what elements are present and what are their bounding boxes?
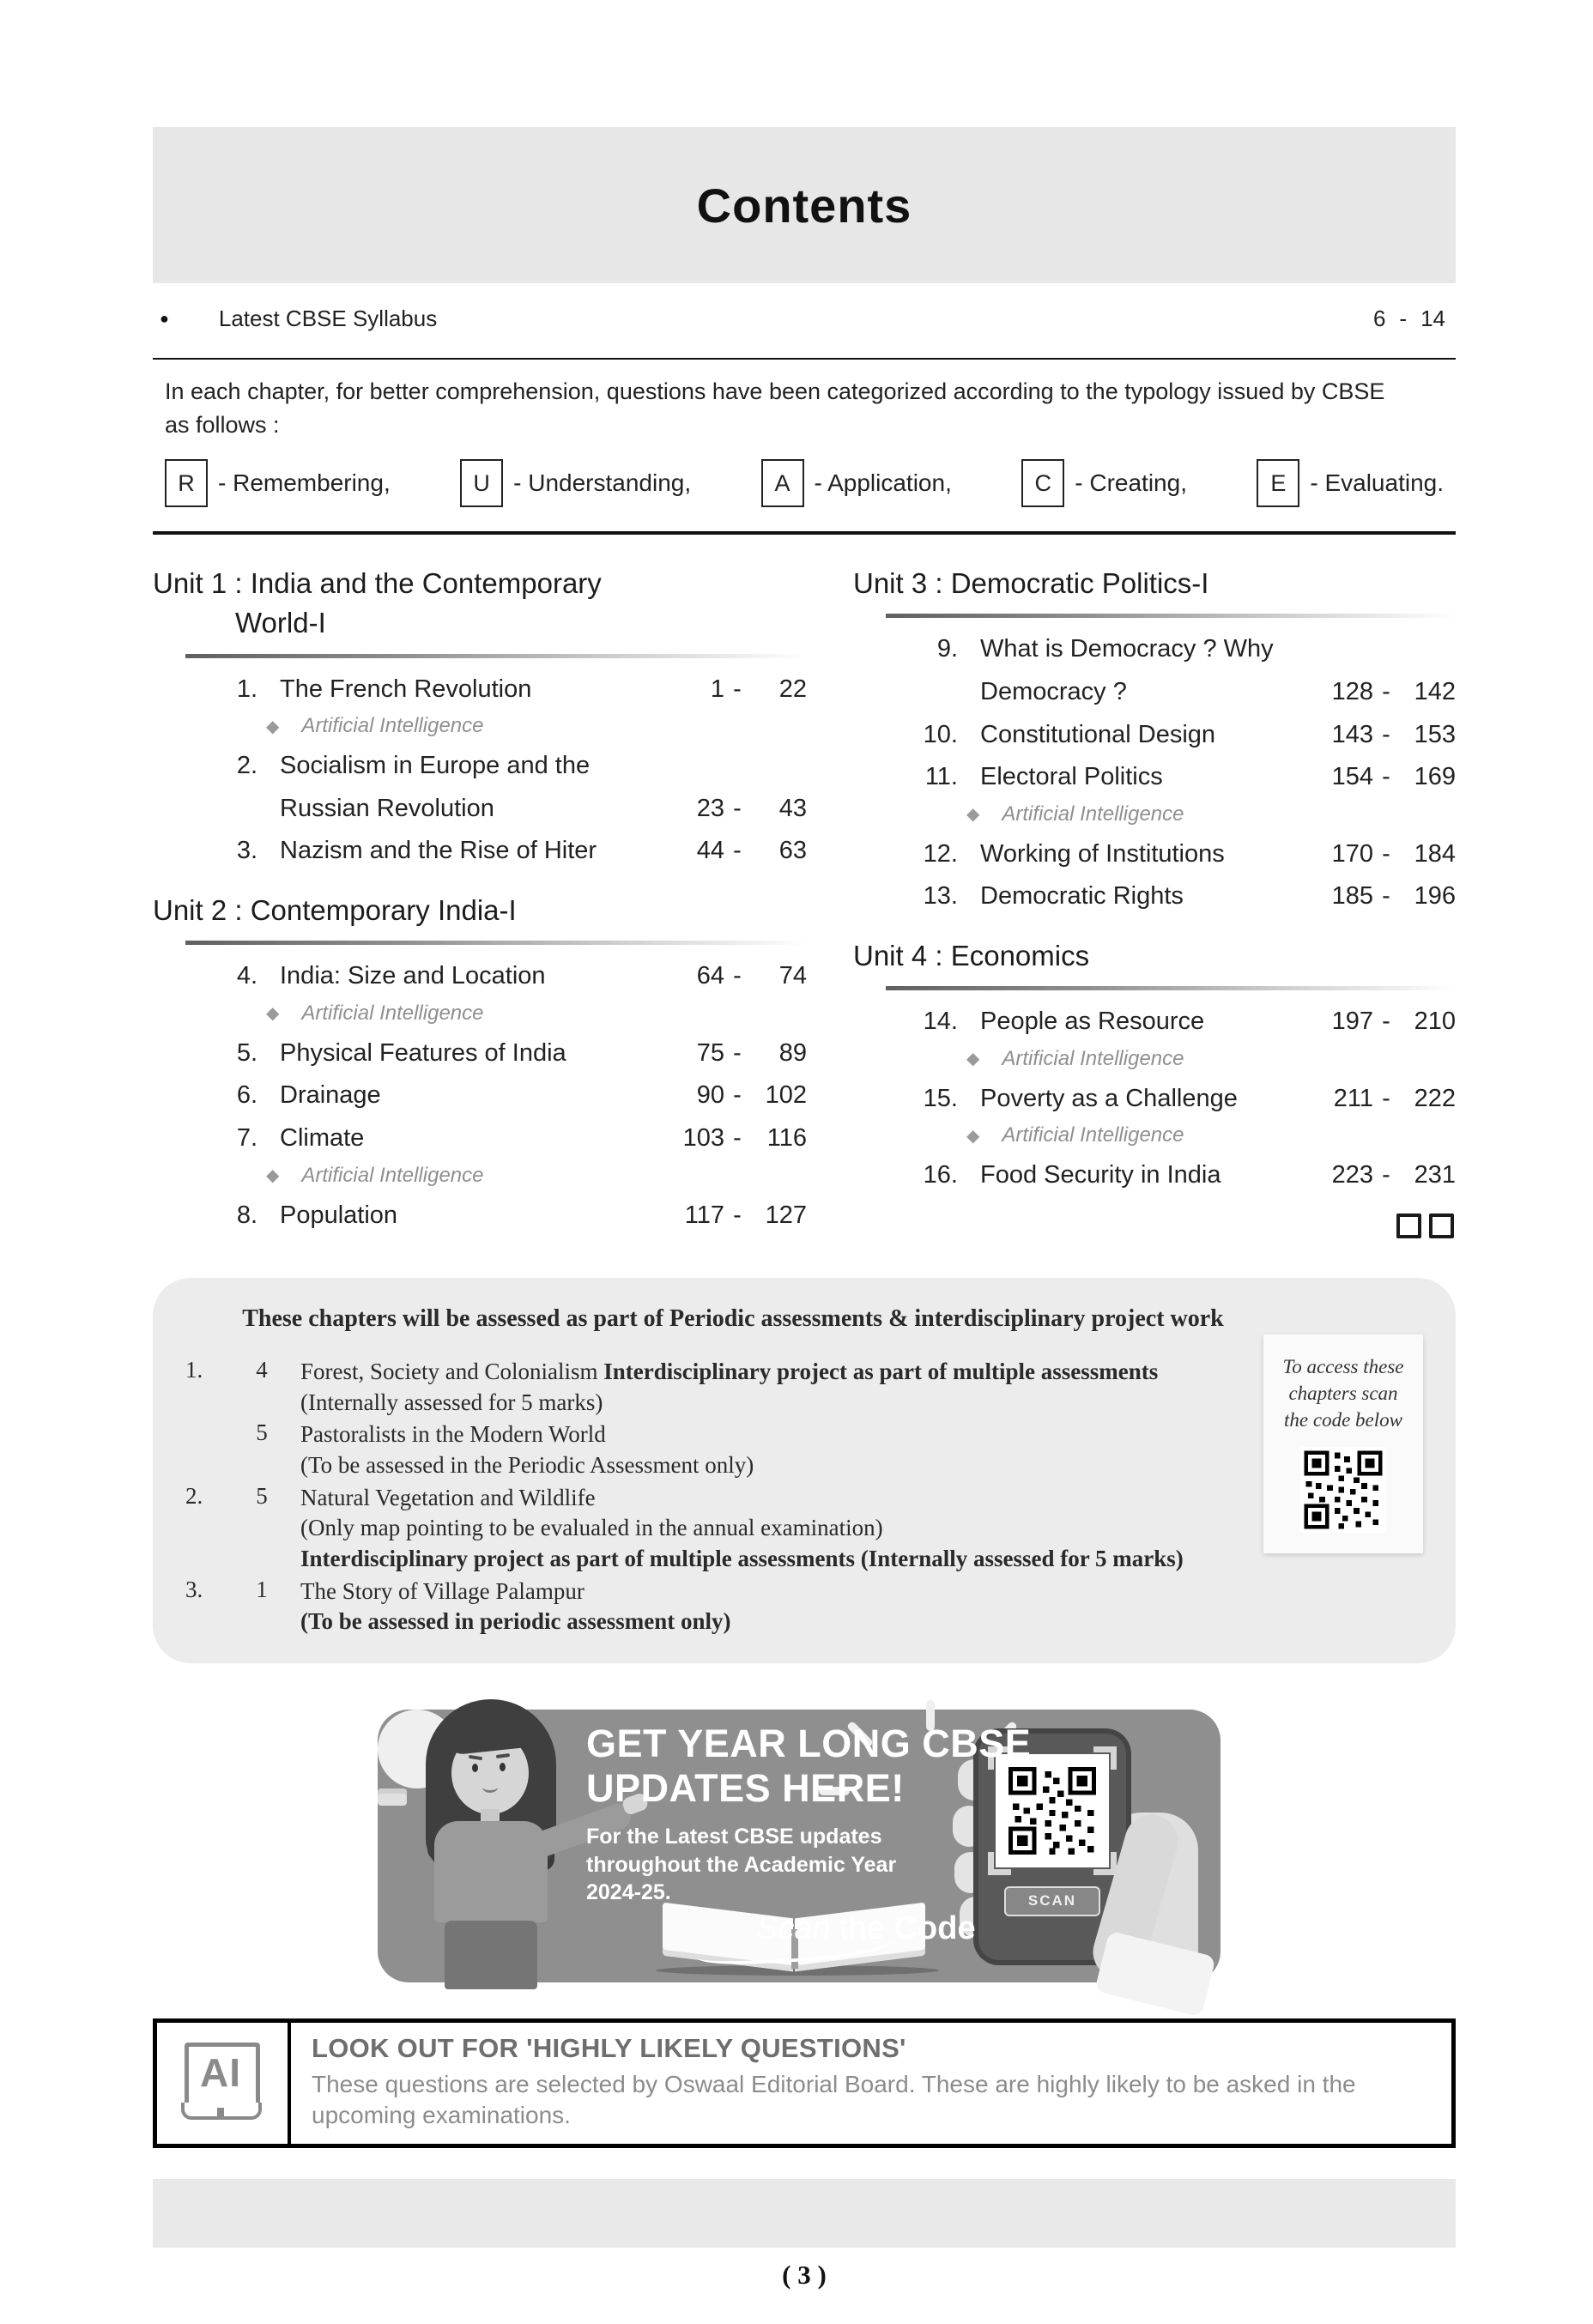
chapter-number: 9. — [936, 635, 958, 663]
ai-tag-row — [266, 1002, 807, 1026]
chapter-pages — [668, 672, 807, 707]
page-dash: - — [1382, 678, 1390, 706]
page-dash: - — [733, 1201, 742, 1229]
chapter-title: Working of Institutions — [980, 839, 1225, 868]
chapter-number-empty — [903, 675, 958, 710]
ai-tag-row — [266, 1164, 807, 1188]
page-start: 128 — [1331, 678, 1373, 706]
chapter-title-line2: Russian Revolution — [280, 794, 494, 822]
typology-code-box: E — [1257, 459, 1299, 507]
row-chapter-number: 5 — [256, 1419, 268, 1446]
chapter-pages — [668, 1036, 807, 1071]
chapter-pages — [668, 833, 807, 868]
page-end: 116 — [766, 1124, 807, 1152]
page-end: 169 — [1414, 763, 1456, 791]
ai-tag-row — [266, 714, 807, 738]
chapter-title: Climate — [280, 1124, 365, 1152]
ai-label: Artificial Intelligence — [301, 1001, 484, 1025]
ai-diamond-icon: ◆ — [966, 1050, 980, 1069]
toc-row-ch16 — [853, 1158, 1456, 1193]
page-end: 196 — [1414, 882, 1456, 911]
chapter-title: People as Resource — [980, 1008, 1205, 1036]
typology-item-remembering — [165, 459, 391, 507]
chapter-title: Electoral Politics — [980, 763, 1163, 791]
page-dash: - — [733, 675, 742, 703]
row-line-normal: (Internally assessed for 5 marks) — [300, 1389, 603, 1415]
code-word: Code — [893, 1909, 976, 1946]
ai-box-body: These questions are selected by Oswaal Editorial Board. These are highly likely to be asked in the upcoming examinations. — [312, 2070, 1356, 2129]
page-start: 23 — [696, 794, 724, 822]
scan-word: Scan — [756, 1909, 831, 1946]
toc-row-ch3 — [153, 833, 807, 868]
toc-row-ch14 — [853, 1004, 1456, 1039]
toc-row-ch7 — [153, 1121, 807, 1156]
row-line-normal: Pastoralists in the Modern World — [300, 1421, 606, 1448]
chapter-number: 14. — [923, 1008, 958, 1036]
qr-card-line1: To access these — [1282, 1356, 1404, 1378]
chapter-pages — [668, 1078, 807, 1113]
page-end: 102 — [765, 1081, 807, 1110]
table-of-contents — [153, 564, 1456, 1240]
row-line-normal: Forest, Society and Colonialism — [300, 1359, 604, 1385]
unit-underline — [886, 614, 1456, 618]
ai-tag-row — [966, 1123, 1456, 1147]
unit2-heading: Unit 2 : Contemporary India-I — [153, 894, 517, 927]
typology-label: - Remembering, — [218, 469, 391, 497]
periodic-assessment-box — [153, 1278, 1456, 1663]
banner-heading-line2: UPDATES HERE! — [586, 1766, 905, 1810]
assessment-row — [179, 1419, 1234, 1480]
chapter-title: Poverty as a Challenge — [980, 1084, 1238, 1112]
chapter-number: 15. — [923, 1084, 958, 1112]
page-end: 127 — [765, 1201, 807, 1229]
page-dash: - — [1382, 1008, 1390, 1036]
row-serial: 1. — [185, 1357, 203, 1383]
page-end: 210 — [1414, 1008, 1456, 1036]
page-start: 154 — [1331, 763, 1373, 791]
banner-subtext — [586, 1823, 1031, 1907]
page-end: 63 — [778, 837, 807, 865]
typology-code-box: U — [460, 459, 503, 507]
toc-row-ch5 — [153, 1036, 807, 1071]
chapter-title: Drainage — [280, 1081, 381, 1110]
page-end: 184 — [1414, 839, 1456, 868]
chapter-number: 3. — [236, 837, 257, 865]
row-line-normal: (To be assessed in the Periodic Assessment only) — [300, 1452, 754, 1479]
ai-diamond-icon: ◆ — [266, 1004, 280, 1024]
toc-left-column — [153, 564, 807, 1240]
chapter-pages — [1317, 1158, 1456, 1193]
typology-legend — [165, 459, 1449, 507]
ai-diamond-icon: ◆ — [966, 805, 980, 825]
qr-bracket-icon — [1093, 1746, 1117, 1770]
toc-row-ch6 — [153, 1078, 807, 1113]
page-start: 44 — [696, 837, 724, 865]
contents-page — [0, 127, 1593, 2324]
chapter-pages — [1317, 1004, 1456, 1039]
chapter-title: Democratic Rights — [980, 882, 1184, 911]
unit3-heading: Unit 3 : Democratic Politics-I — [853, 567, 1209, 600]
chapter-title: Physical Features of India — [280, 1038, 566, 1067]
row-serial: 3. — [185, 1576, 203, 1602]
banner-sub-line3: 2024-25. — [586, 1880, 671, 1905]
page-dash: - — [1382, 882, 1390, 911]
girl-eye — [472, 1764, 478, 1772]
page-start: 75 — [696, 1038, 724, 1067]
ai-diamond-icon: ◆ — [266, 1166, 280, 1186]
ai-book-icon — [181, 2039, 263, 2127]
toc-row-ch10 — [853, 717, 1456, 753]
row-chapter-number: 5 — [256, 1482, 268, 1509]
page-dash: - — [1382, 720, 1390, 748]
qr-code-icon — [1272, 1447, 1414, 1533]
page-dash: - — [733, 794, 742, 822]
chapter-title: Nazism and the Rise of Hiter — [280, 837, 597, 865]
page-start: 223 — [1331, 1161, 1373, 1189]
page-start: 90 — [696, 1081, 724, 1110]
syllabus-pages — [1373, 306, 1445, 332]
ai-label: Artificial Intelligence — [1002, 1123, 1184, 1147]
toc-row-ch1 — [153, 672, 807, 707]
banner-heading-line1: GET YEAR LONG CBSE — [586, 1721, 1032, 1765]
syllabus-page-end: 14 — [1420, 306, 1445, 331]
cbse-updates-banner — [153, 1692, 1456, 1989]
chapter-pages — [668, 1121, 807, 1156]
unit-underline — [185, 654, 807, 658]
chapter-number: 7. — [236, 1124, 257, 1152]
girl-smile — [482, 1782, 498, 1793]
typology-label: - Creating, — [1075, 469, 1187, 497]
section-end-marks — [853, 1213, 1456, 1238]
chapter-number: 4. — [236, 962, 257, 990]
typology-item-application — [761, 459, 952, 507]
page-start: 185 — [1331, 882, 1373, 911]
ai-label: Artificial Intelligence — [1002, 802, 1184, 826]
page-start: 117 — [684, 1201, 724, 1229]
chapter-pages — [1317, 879, 1456, 914]
chapter-title: Socialism in Europe and the — [280, 752, 591, 780]
the-word: the — [830, 1909, 894, 1946]
unit-underline — [185, 941, 807, 945]
typology-code-box: A — [761, 459, 804, 507]
row-line-bold: Interdisciplinary project as part of multiple assessments — [603, 1359, 1159, 1385]
page-start: 197 — [1331, 1008, 1373, 1036]
scan-button-graphic: SCAN — [1004, 1886, 1100, 1916]
ai-text-cell — [291, 2023, 1451, 2144]
ai-label: Artificial Intelligence — [301, 1163, 484, 1187]
assessment-row — [179, 1357, 1234, 1418]
syllabus-page-start: 6 — [1372, 306, 1386, 331]
ai-icon-cell — [157, 2023, 291, 2144]
row-serial: 2. — [185, 1482, 203, 1509]
row-line-normal: The Story of Village Palampur — [300, 1577, 585, 1604]
toc-row-ch15 — [853, 1081, 1456, 1117]
chapter-number-empty — [203, 791, 257, 826]
unit-underline — [886, 986, 1456, 990]
typology-item-understanding — [460, 459, 691, 507]
toc-row-ch13 — [853, 879, 1456, 914]
ai-book-spine — [217, 2108, 224, 2118]
chapter-title: Constitutional Design — [980, 720, 1216, 748]
page-dash: - — [1382, 1084, 1390, 1112]
page-end: 231 — [1414, 1161, 1456, 1189]
ai-tag-row — [966, 802, 1456, 826]
qr-bracket-icon — [1093, 1852, 1117, 1875]
toc-row-ch9-line2 — [853, 675, 1456, 710]
chapter-pages — [668, 959, 807, 994]
page-end: 22 — [778, 675, 807, 703]
qr-access-card — [1263, 1334, 1423, 1553]
ai-diamond-icon: ◆ — [266, 717, 280, 736]
chapter-pages — [1317, 675, 1456, 710]
bullet-icon: ● — [160, 310, 169, 327]
row-chapter-number: 1 — [256, 1576, 268, 1602]
ai-label: Artificial Intelligence — [301, 714, 484, 738]
typology-intro-line2: as follows : — [165, 412, 280, 439]
chapter-pages — [1317, 1081, 1456, 1117]
ai-box-heading: LOOK OUT FOR 'HIGHLY LIKELY QUESTIONS' — [312, 2032, 906, 2063]
chapter-title: Food Security in India — [980, 1161, 1221, 1189]
toc-right-column — [853, 564, 1456, 1240]
assessment-title: These chapters will be assessed as part of Periodic assessments & interdisciplinary project work — [242, 1305, 1224, 1333]
banner-sub-line1: For the Latest CBSE updates — [586, 1825, 882, 1849]
page-start: 170 — [1331, 839, 1373, 868]
typology-intro-line1: In each chapter, for better comprehension, questions have been categorized according to the typology issued by CBSE — [165, 378, 1385, 404]
page-title: Contents — [696, 178, 912, 233]
footer-strip — [153, 2179, 1456, 2248]
typology-label: - Understanding, — [513, 469, 692, 497]
typology-note — [153, 358, 1456, 535]
page-dash: - — [733, 1081, 742, 1110]
typology-item-evaluating — [1257, 459, 1444, 507]
page-start: 64 — [696, 962, 724, 990]
chapter-number: 10. — [923, 720, 958, 748]
qr-card-text — [1272, 1353, 1414, 1433]
chapter-number: 2. — [236, 752, 257, 780]
typology-item-creating — [1021, 459, 1187, 507]
page-dash: - — [733, 1124, 742, 1152]
page-end: 43 — [778, 794, 807, 822]
qr-card-line2: chapters scan — [1288, 1383, 1398, 1405]
page-dash: - — [1382, 763, 1390, 791]
chapter-number: 5. — [236, 1038, 257, 1067]
page-dash: - — [1382, 1161, 1390, 1189]
ai-diamond-icon: ◆ — [966, 1126, 980, 1146]
typology-intro — [165, 375, 1449, 442]
page-header — [153, 127, 1456, 283]
chapter-title: The French Revolution — [280, 675, 532, 703]
toc-row-ch11 — [853, 760, 1456, 795]
page-end: 89 — [778, 1038, 807, 1067]
page-dash: - — [733, 962, 742, 990]
chapter-pages — [668, 791, 807, 826]
chapter-pages — [1317, 760, 1456, 795]
ai-tag-row — [966, 1047, 1456, 1071]
page-start: 211 — [1333, 1084, 1373, 1112]
toc-row-ch4 — [153, 959, 807, 994]
chapter-title: What is Democracy ? Why — [980, 635, 1274, 663]
chapter-pages — [1317, 837, 1456, 872]
chapter-pages — [668, 1198, 807, 1233]
assessment-rows — [179, 1357, 1234, 1637]
page-number: ( 3 ) — [782, 2259, 827, 2290]
toc-row-ch8 — [153, 1198, 807, 1233]
chapter-number: 1. — [236, 675, 257, 703]
typology-code-box: R — [165, 459, 208, 507]
row-chapter-number: 4 — [256, 1357, 268, 1383]
syllabus-row — [153, 306, 1456, 332]
page-start: 103 — [682, 1124, 724, 1152]
assessment-row — [179, 1577, 1234, 1637]
row-text — [300, 1483, 1234, 1575]
unit1-heading-line2: World-I — [235, 607, 326, 639]
page-end: 142 — [1414, 678, 1456, 706]
chapter-pages — [1317, 717, 1456, 753]
ai-label: Artificial Intelligence — [1002, 1046, 1184, 1070]
page-start: 1 — [710, 675, 724, 703]
page-dash: - — [733, 1038, 742, 1067]
page-end: 153 — [1414, 720, 1456, 748]
page-start: 143 — [1331, 720, 1373, 748]
square-icon — [1396, 1213, 1421, 1238]
unit4-heading: Unit 4 : Economics — [853, 940, 1090, 972]
typology-label: - Evaluating. — [1310, 469, 1444, 497]
chapter-title: India: Size and Location — [280, 962, 546, 990]
row-line-bold: Interdisciplinary project as part of multiple assessments (Internally assessed for 5 marks) — [300, 1545, 1184, 1571]
chapter-title-line2: Democracy ? — [980, 678, 1127, 706]
page-end: 222 — [1414, 1084, 1456, 1112]
highly-likely-questions-box — [153, 2018, 1456, 2148]
square-icon — [1429, 1213, 1454, 1238]
row-text — [300, 1577, 1234, 1637]
typology-code-box: C — [1021, 459, 1064, 507]
chapter-number: 11. — [924, 763, 958, 791]
chapter-number: 12. — [923, 839, 958, 868]
toc-row-ch2-line1 — [153, 748, 807, 784]
syllabus-page-dash: - — [1399, 306, 1408, 331]
row-text — [300, 1357, 1234, 1418]
page-end: 74 — [778, 962, 807, 990]
typology-label: - Application, — [814, 469, 952, 497]
page-dash: - — [733, 837, 742, 865]
toc-row-ch9-line1 — [853, 632, 1456, 667]
chapter-number: 8. — [236, 1201, 257, 1229]
row-line-normal: Natural Vegetation and Wildlife — [300, 1484, 596, 1510]
girl-pants — [445, 1921, 537, 1989]
banner-sub-line2: throughout the Academic Year — [586, 1852, 897, 1877]
assessment-row — [179, 1483, 1234, 1575]
girl-eye — [500, 1763, 506, 1771]
row-line-normal: (Only map pointing to be evalualed in the annual examination) — [300, 1515, 883, 1541]
qr-card-line3: the code below — [1284, 1409, 1402, 1431]
toc-row-ch2-line2 — [153, 791, 807, 826]
row-text — [300, 1419, 1234, 1480]
syllabus-label: Latest CBSE Syllabus — [218, 306, 438, 331]
ai-letters: AI — [200, 2050, 241, 2096]
chapter-title: Population — [280, 1201, 398, 1229]
chapter-number: 16. — [923, 1161, 958, 1189]
chapter-number: 6. — [236, 1081, 257, 1110]
toc-row-ch12 — [853, 837, 1456, 872]
unit1-heading: Unit 1 : India and the Contemporary — [153, 567, 602, 600]
banner-text-block — [586, 1721, 1032, 1946]
page-dash: - — [1382, 839, 1390, 868]
chapter-number: 13. — [923, 882, 958, 911]
row-line-bold: (To be assessed in periodic assessment only) — [300, 1608, 731, 1635]
